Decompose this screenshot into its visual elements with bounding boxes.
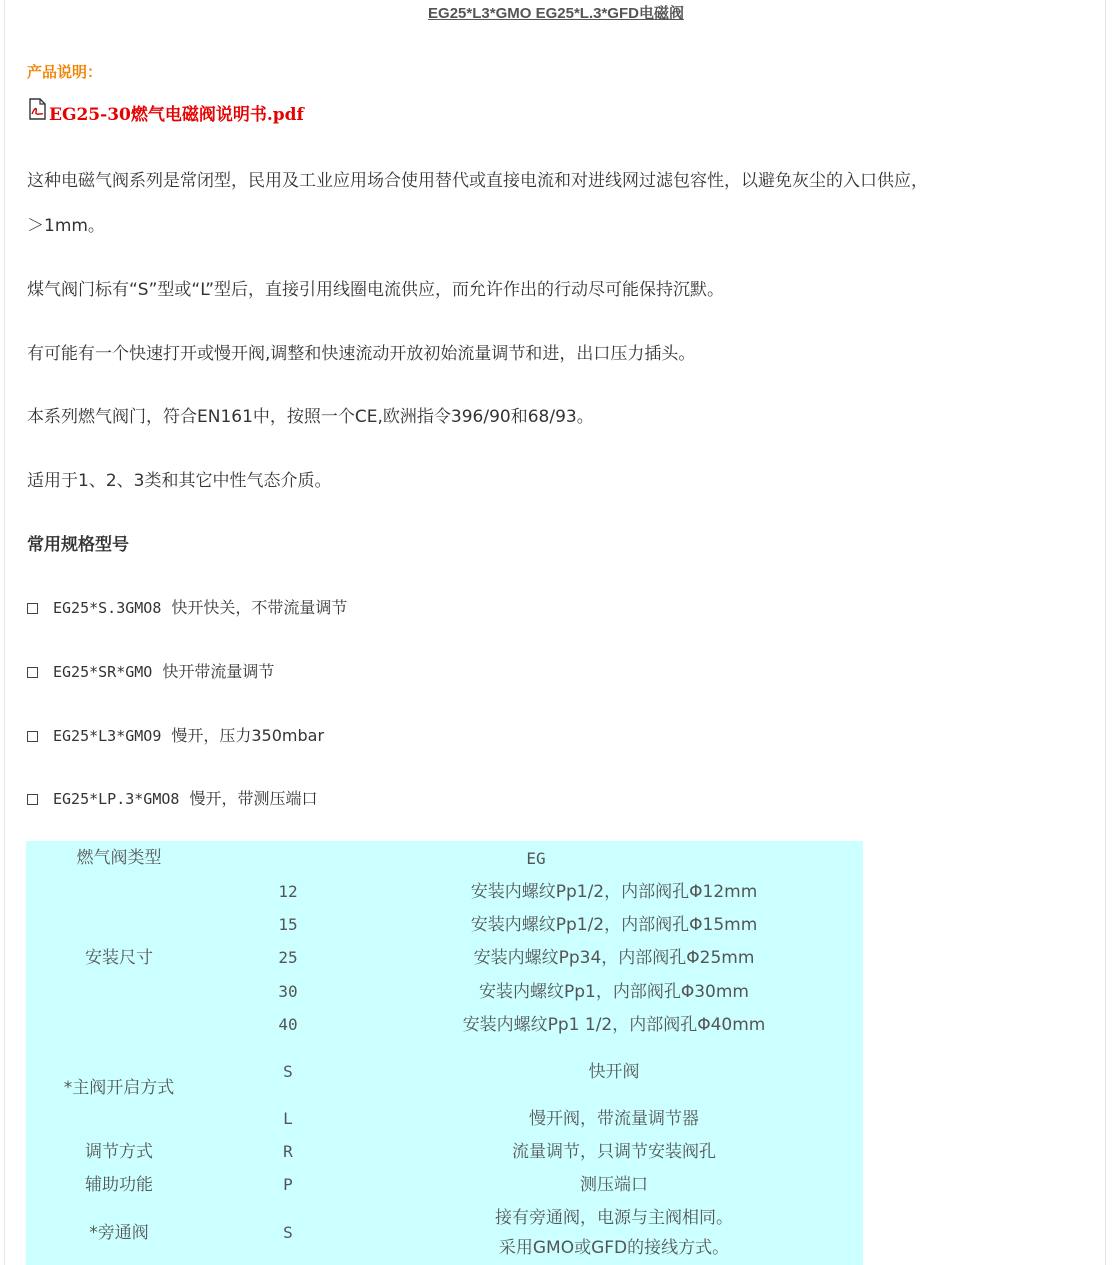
spec-item bbox=[27, 660, 274, 684]
pdf-icon bbox=[27, 98, 47, 120]
aux-label: 辅助功能 bbox=[85, 1175, 153, 1195]
size-desc: 安装内螺纹Pp1 1/2，内部阀孔Φ40mm bbox=[462, 1015, 766, 1035]
specs-heading: 常用规格型号 bbox=[27, 535, 129, 555]
bypass-desc-line-2: 采用GMO或GFD的接线方式。 bbox=[498, 1238, 730, 1258]
size-code: 30 bbox=[278, 982, 298, 1001]
bypass-code: S bbox=[283, 1223, 293, 1242]
regulation-label: 调节方式 bbox=[85, 1142, 153, 1162]
size-label: 安装尺寸 bbox=[85, 948, 153, 968]
pdf-attachment[interactable] bbox=[27, 98, 304, 126]
paragraph-4: 本系列燃气阀门，符合EN161中，按照一个CE,欧洲指令396/90和68/93。 bbox=[27, 407, 594, 427]
checkbox-icon bbox=[27, 794, 38, 805]
size-code: 15 bbox=[278, 915, 298, 934]
spec-desc: 快开快关，不带流量调节 bbox=[171, 598, 348, 617]
size-code: 25 bbox=[278, 948, 298, 967]
spec-code: EG25*S.3GMO8 bbox=[53, 599, 162, 617]
paragraph-1: 这种电磁气阀系列是常闭型，民用及工业应用场合使用替代或直接电流和对进线网过滤包容性，以避免灰尘的入口供应， bbox=[27, 171, 928, 191]
bypass-desc-line-1: 接有旁通阀，电源与主阀相同。 bbox=[495, 1208, 733, 1228]
spec-item bbox=[27, 596, 347, 620]
spec-code: EG25*SR*GMO bbox=[53, 663, 153, 681]
opening-desc: 快开阀 bbox=[588, 1062, 640, 1082]
paragraph-2: 煤气阀门标有“S”型或“L”型后，直接引用线圈电流供应，而允许作出的行动尽可能保持沉默。 bbox=[27, 280, 725, 300]
regulation-desc: 流量调节，只调节安装阀孔 bbox=[512, 1142, 716, 1162]
spec-item bbox=[27, 787, 317, 811]
size-desc: 安装内螺纹Pp1，内部阀孔Φ30mm bbox=[479, 982, 749, 1002]
valve-type-value: EG bbox=[526, 849, 546, 868]
checkbox-icon bbox=[27, 731, 38, 742]
paragraph-1-cont: ＞1mm。 bbox=[27, 216, 105, 236]
spec-item bbox=[27, 724, 324, 748]
spec-desc: 快开带流量调节 bbox=[162, 662, 275, 681]
paragraph-3: 有可能有一个快速打开或慢开阀,调整和快速流动开放初始流量调节和进，出口压力插头。 bbox=[27, 344, 696, 364]
aux-desc: 测压端口 bbox=[580, 1175, 648, 1195]
spec-table bbox=[26, 841, 863, 1265]
spec-code: EG25*L3*GMO9 bbox=[53, 727, 162, 745]
checkbox-icon bbox=[27, 667, 38, 678]
spec-desc: 慢开，带测压端口 bbox=[189, 789, 318, 808]
size-desc: 安装内螺纹Pp1/2，内部阀孔Φ12mm bbox=[470, 882, 758, 902]
opening-desc: 慢开阀，带流量调节器 bbox=[529, 1109, 699, 1129]
bypass-label: *旁通阀 bbox=[89, 1223, 149, 1243]
opening-code: S bbox=[283, 1062, 293, 1081]
pdf-download-link[interactable]: EG25-30燃气电磁阀说明书.pdf bbox=[49, 104, 304, 125]
regulation-code: R bbox=[283, 1142, 293, 1161]
spec-code: EG25*LP.3*GMO8 bbox=[53, 790, 180, 808]
size-desc: 安装内螺纹Pp34，内部阀孔Φ25mm bbox=[473, 948, 755, 968]
valve-type-label: 燃气阀类型 bbox=[76, 848, 162, 868]
spec-desc: 慢开，压力350mbar bbox=[171, 726, 325, 745]
opening-code: L bbox=[283, 1109, 293, 1128]
paragraph-5: 适用于1、2、3类和其它中性气态介质。 bbox=[27, 471, 332, 491]
product-description-label: 产品说明： bbox=[27, 63, 103, 81]
checkbox-icon bbox=[27, 603, 38, 614]
opening-label: *主阀开启方式 bbox=[63, 1078, 175, 1098]
size-code: 12 bbox=[278, 882, 298, 901]
size-code: 40 bbox=[278, 1015, 298, 1034]
size-desc: 安装内螺纹Pp1/2，内部阀孔Φ15mm bbox=[470, 915, 758, 935]
aux-code: P bbox=[283, 1175, 293, 1194]
page-title: EG25*L3*GMO EG25*L.3*GFD电磁阀 bbox=[428, 5, 684, 22]
